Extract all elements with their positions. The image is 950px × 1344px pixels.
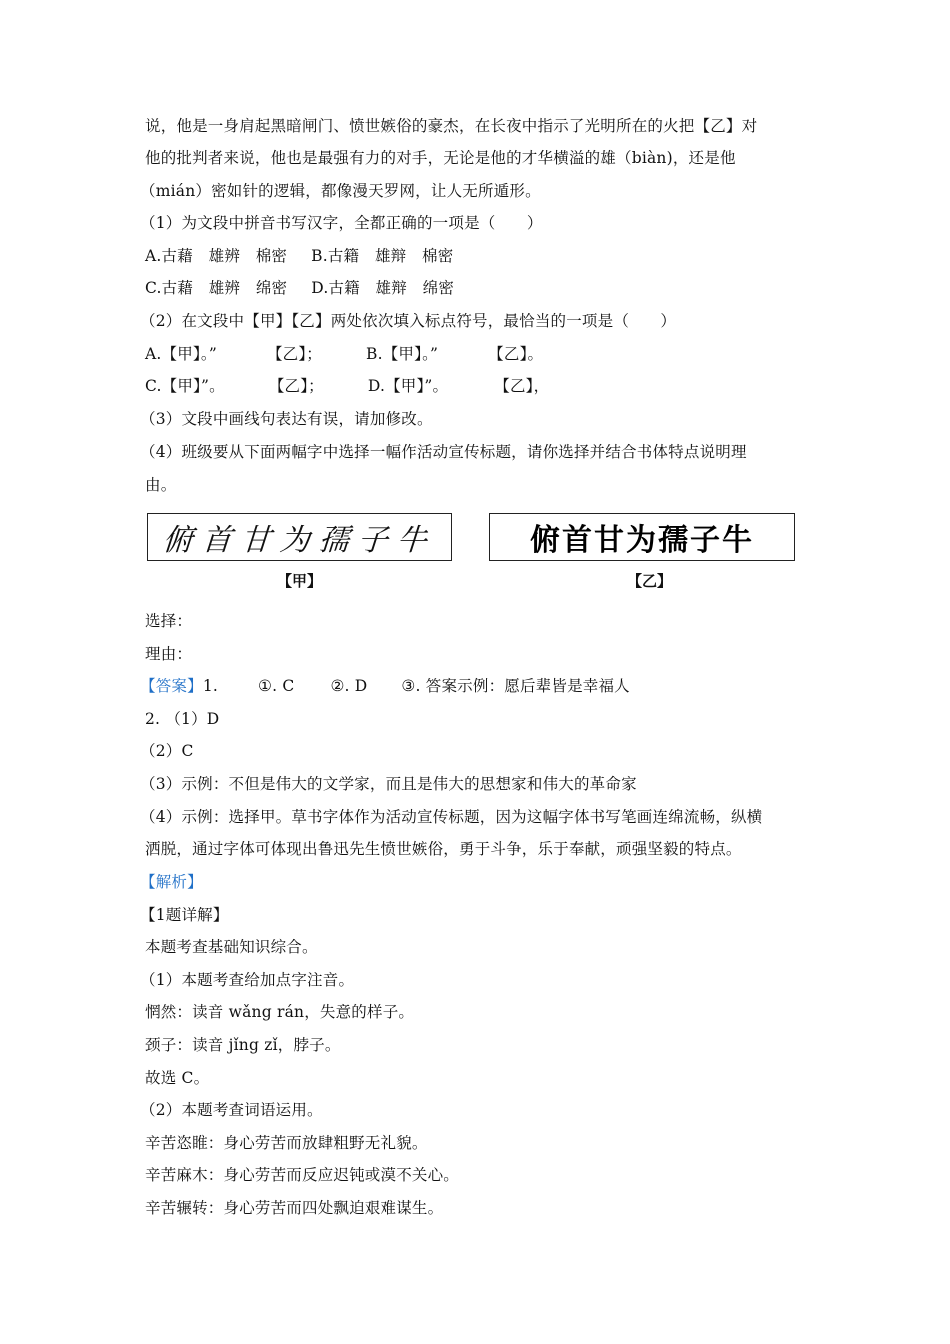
answer-2-4-line-1: （4）示例：选择甲。草书字体作为活动宣传标题，因为这幅字体书写笔画连绵流畅，纵横 — [140, 808, 763, 826]
q1-option-b: B.古籍 雄辩 棉密 — [311, 247, 454, 265]
answer-1-part-3: ③. 答案示例：愿后辈皆是幸福人 — [401, 677, 630, 695]
analysis-part-2-b: 辛苦麻木：身心劳苦而反应迟钝或漠不关心。 — [145, 1166, 460, 1184]
q1-options-ab — [145, 245, 453, 267]
analysis-detail-title: 【1题详解】 — [140, 906, 229, 924]
answer-2-3: （3）示例：不但是伟大的文学家，而且是伟大的思想家和伟大的革命家 — [140, 775, 637, 793]
q2-options-cd — [145, 375, 549, 397]
analysis-part-2-c: 辛苦辗转：身心劳苦而四处飘迫艰难谋生。 — [145, 1199, 444, 1217]
answer-line-1 — [140, 675, 630, 697]
q1-option-a: A.古藉 雄辨 棉密 — [145, 247, 288, 265]
q4-stem-line-1: （4）班级要从下面两幅字中选择一幅作活动宣传标题，请你选择并结合书体特点说明理 — [140, 443, 747, 461]
q2-option-a: A.【甲】。” — [145, 345, 217, 363]
q1-stem: （1）为文段中拼音书写汉字，全都正确的一项是（ ） — [140, 214, 543, 232]
q2-option-b: B.【甲】。” — [366, 345, 439, 363]
q2-options-ab — [145, 343, 543, 365]
analysis-part-1-title: （1）本题考查给加点字注音。 — [140, 971, 355, 989]
passage-line-1: 说，他是一身肩起黑暗闸门、愤世嫉俗的豪杰，在长夜中指示了光明所在的火把【乙】对 — [145, 117, 758, 135]
answer-number-1: 1. — [202, 677, 219, 695]
passage-line-3: （mián）密如针的逻辑，都像漫天罗网，让人无所遁形。 — [140, 182, 541, 200]
answer-1-part-1: ①. C — [258, 677, 295, 695]
calligraphy-yi-text: 俯首甘为孺子牛 — [530, 523, 754, 558]
q1-options-cd — [145, 277, 454, 299]
analysis-part-1-b: 颈子：读音 jǐng zǐ，脖子。 — [145, 1036, 341, 1054]
answer-2-4-line-2: 洒脱，通过字体可体现出鲁迅先生愤世嫉俗，勇于斗争，乐于奉献，顽强坚毅的特点。 — [145, 840, 742, 858]
calligraphy-yi-caption: 【乙】 — [627, 572, 673, 590]
answer-tag: 【答案】 — [140, 677, 203, 695]
calligraphy-yi-box — [489, 513, 795, 561]
analysis-intro: 本题考查基础知识综合。 — [145, 938, 318, 956]
analysis-part-1-c: 故选 C。 — [145, 1069, 210, 1087]
q4-stem-line-2: 由。 — [145, 476, 177, 494]
answer-1-part-2: ②. D — [330, 677, 368, 695]
q1-option-c: C.古藉 雄辨 绵密 — [145, 279, 288, 297]
analysis-part-2-a: 辛苦恣睢：身心劳苦而放肆粗野无礼貌。 — [145, 1134, 428, 1152]
answer-2-2: （2）C — [140, 742, 194, 760]
q2-option-b-yi: 【乙】。 — [488, 345, 544, 363]
q2-option-a-yi: 【乙】； — [266, 345, 323, 363]
reason-blank: 理由： — [145, 645, 193, 663]
q2-option-c-yi: 【乙】； — [268, 377, 324, 395]
q2-option-d-yi: 【乙】， — [494, 377, 550, 395]
q1-option-d: D.古籍 雄辩 绵密 — [311, 279, 455, 297]
analysis-part-2-title: （2）本题考查词语运用。 — [140, 1101, 323, 1119]
calligraphy-jia-caption: 【甲】 — [277, 572, 323, 590]
q3-stem: （3）文段中画线句表达有误，请加修改。 — [140, 410, 433, 428]
answer-2-1: 2. （1）D — [145, 710, 220, 728]
passage-line-2: 他的批判者来说，他也是最强有力的对手，无论是他的才华横溢的雄（biàn)，还是他 — [145, 149, 736, 167]
calligraphy-jia-text: 俯首甘为孺子牛 — [161, 523, 437, 558]
choose-blank: 选择： — [145, 612, 193, 630]
q2-option-c: C.【甲】”。 — [145, 377, 225, 395]
analysis-tag: 【解析】 — [140, 873, 203, 891]
q2-option-d: D.【甲】”。 — [367, 377, 449, 395]
analysis-part-1-a: 惘然：读音 wǎng rán，失意的样子。 — [145, 1003, 415, 1021]
calligraphy-jia-box — [147, 513, 452, 561]
q2-stem: （2）在文段中【甲】【乙】两处依次填入标点符号，最恰当的一项是（ ） — [140, 312, 677, 330]
